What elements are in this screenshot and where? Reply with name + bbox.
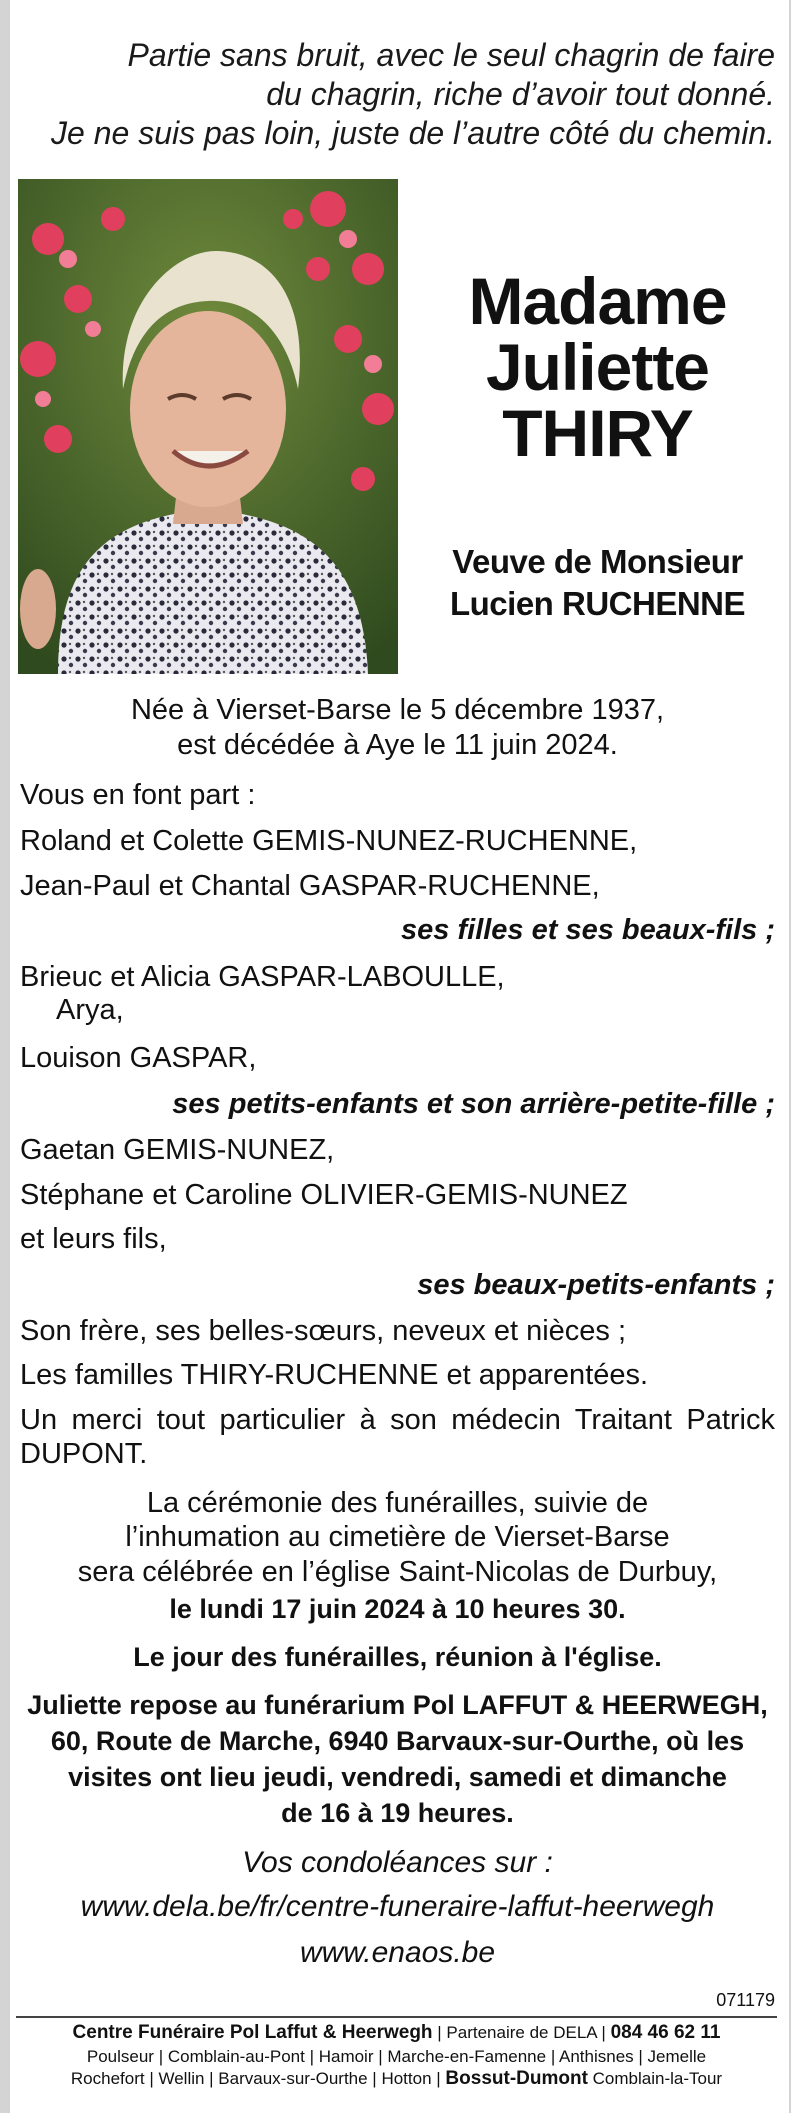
relation-line: ses filles et ses beaux-fils ;	[401, 914, 775, 946]
footer-line-3	[16, 2068, 777, 2090]
family-line: Jean-Paul et Chantal GASPAR-RUCHENNE,	[20, 870, 600, 902]
deceased-name	[420, 264, 775, 470]
relation-line: ses petits-enfants et son arrière-petite-fille ;	[172, 1088, 775, 1120]
family-line: Les familles THIRY-RUCHENNE et apparentées.	[20, 1359, 649, 1391]
ceremony-line: l’inhumation au cimetière de Vierset-Barse	[125, 1521, 670, 1553]
ceremony-line: sera célébrée en l’église Saint-Nicolas de Durbuy,	[77, 1556, 718, 1588]
condolences-url[interactable]: www.dela.be/fr/centre-funeraire-laffut-heerwegh	[80, 1890, 715, 1923]
footer-line-2: Poulseur | Comblain-au-Pont | Hamoir | Marche-en-Famenne | Anthisnes | Jemelle	[86, 2047, 707, 2066]
rest-line: Juliette repose au funérarium Pol LAFFUT & HEERWEGH,	[27, 1690, 768, 1720]
poem	[14, 36, 775, 153]
death-line: est décédée à Aye le 11 juin 2024.	[177, 729, 618, 761]
footer-divider	[16, 2016, 777, 2018]
condolences-label: Vos condoléances sur :	[242, 1846, 553, 1879]
rest-line: visites ont lieu jeudi, vendredi, samedi et dimanche	[68, 1762, 727, 1792]
spouse-name: Lucien RUCHENNE	[449, 585, 746, 622]
locations-text: Rochefort | Wellin | Barvaux-sur-Ourthe | Hotton |	[70, 2069, 441, 2088]
family-line: Roland et Colette GEMIS-NUNEZ-RUCHENNE,	[20, 825, 638, 857]
relation-line: ses beaux-petits-enfants ;	[417, 1269, 775, 1301]
first-name: Juliette	[485, 330, 710, 404]
ceremony-line: La cérémonie des funérailles, suivie de	[146, 1487, 649, 1519]
rest-line: 60, Route de Marche, 6940 Barvaux-sur-Ourthe, où les	[50, 1726, 745, 1756]
reference-code: 071179	[716, 1990, 775, 2010]
announce-intro: Vous en font part :	[20, 779, 256, 811]
enaos-url[interactable]: www.enaos.be	[299, 1936, 496, 1969]
family-line: Arya,	[56, 994, 124, 1026]
ceremony-date: le lundi 17 juin 2024 à 10 heures 30.	[169, 1594, 626, 1624]
family-line: Brieuc et Alicia GASPAR-LABOULLE,	[20, 961, 505, 993]
locations-text: Comblain-la-Tour	[592, 2069, 723, 2088]
birth-line: Née à Vierset-Barse le 5 décembre 1937,	[130, 694, 665, 726]
funeral-home-name: Centre Funéraire Pol Laffut & Heerwegh	[72, 2022, 433, 2043]
footer-line-1	[16, 2022, 777, 2044]
name-title: Madame	[468, 264, 727, 338]
family-line: Stéphane et Caroline OLIVIER-GEMIS-NUNEZ	[20, 1179, 628, 1211]
meeting-line: Le jour des funérailles, réunion à l'église.	[133, 1642, 662, 1672]
last-name: THIRY	[502, 396, 693, 470]
family-line: Son frère, ses belles-sœurs, neveux et nièces ;	[20, 1315, 627, 1347]
thanks-line: Un merci tout particulier à son médecin Traitant Patrick DUPONT.	[20, 1404, 775, 1470]
rest-line: de 16 à 19 heures.	[281, 1798, 514, 1828]
family-line: et leurs fils,	[20, 1223, 167, 1255]
family-line: Gaetan GEMIS-NUNEZ,	[20, 1134, 335, 1166]
poem-line: du chagrin, riche d’avoir tout donné.	[266, 76, 775, 112]
widow-line: Veuve de Monsieur	[452, 543, 743, 580]
phone-number: 084 46 62 11	[610, 2022, 721, 2043]
brand-name: Bossut-Dumont	[445, 2068, 588, 2089]
portrait-photo	[18, 179, 398, 674]
poem-line: Partie sans bruit, avec le seul chagrin de faire	[127, 37, 775, 73]
partner-text: | Partenaire de DELA |	[437, 2023, 606, 2042]
widow-of	[420, 541, 775, 625]
poem-line: Je ne suis pas loin, juste de l’autre côté du chemin.	[51, 115, 775, 151]
family-line: Louison GASPAR,	[20, 1042, 257, 1074]
